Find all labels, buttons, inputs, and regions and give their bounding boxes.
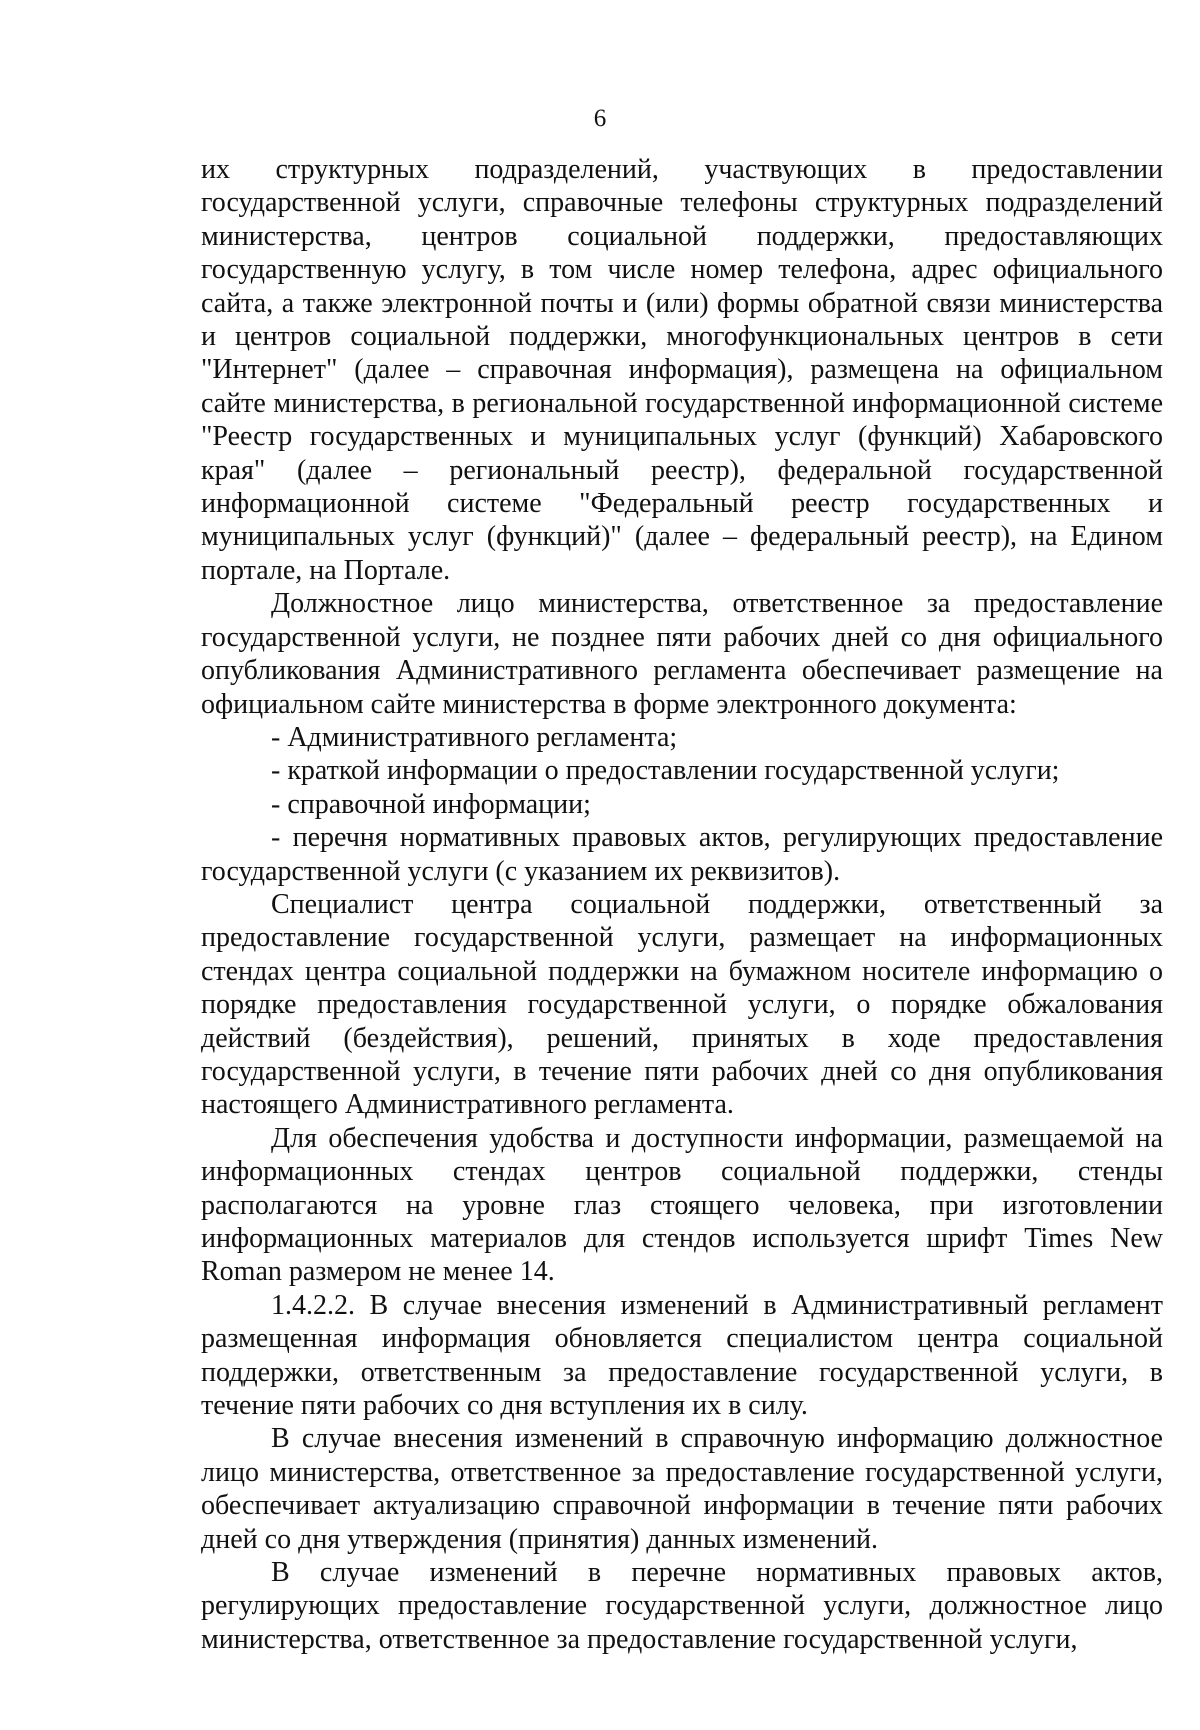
document-body <box>201 153 1163 1656</box>
paragraph-stands-accessibility: Для обеспечения удобства и доступности информации, размещаемой на информационных стендах центров социальной поддержки, стенды располагаются на уровне глаз стоящего человека, при изготовлении информационных материалов для стендов используется шрифт Times New Roman размером не менее 14. <box>201 1122 1163 1288</box>
paragraph-contact-info: их структурных подразделений, участвующих в предоставлении государственной услуги, справочные телефоны структурных подразделений министерства, центров социальной поддержки, предоставляющих государственную услугу, в том числе номер телефона, адрес официального сайта, а также электронной почты и (или) формы обратной связи министерства и центров социальной поддержки, многофункциональных центров в сети "Интернет" (далее – справочная информация), размещена на официальном сайте министерства, в региональной государственной информационной системе "Реестр государственных и муниципальных услуг (функций) Хабаровского края" (далее – региональный реестр), федеральной государственной информационной системе "Федеральный реестр государственных и муниципальных услуг (функций)" (далее – федеральный реестр), на Едином портале, на Портале. <box>201 154 1163 586</box>
list-item-reference-info: - справочной информации; <box>271 788 591 820</box>
paragraph-reference-updates: В случае внесения изменений в справочную информацию должностное лицо министерства, ответственное за предоставление государственной услуги, обеспечивает актуализацию справочной информации в течение пяти рабочих дней со дня утверждения (принятия) данных изменений. <box>201 1423 1163 1555</box>
paragraph-official-duty: Должностное лицо министерства, ответственное за предоставление государственной услуги, не позднее пяти рабочих дней со дня официального опубликования Административного регламента обеспечивает размещение на официальном сайте министерства в форме электронного документа: <box>201 588 1163 720</box>
paragraph-section-1-4-2-2: 1.4.2.2. В случае внесения изменений в Административный регламент размещенная информация обновляется специалистом центра социальной поддержки, ответственным за предоставление государственной услуги, в течение пяти рабочих со дня вступления их в силу. <box>201 1289 1163 1422</box>
list-item-brief-info: - краткой информации о предоставлении государственной услуги; <box>271 755 1060 787</box>
paragraph-specialist-stands: Специалист центра социальной поддержки, ответственный за предоставление государственной услуги, размещает на информационных стендах центра социальной поддержки на бумажном носителе информацию о порядке предоставления государственной услуги, о порядке обжалования действий (бездействия), решений, принятых в ходе предоставления государственной услуги, в течение пяти рабочих дней со дня опубликования настоящего Административного регламента. <box>201 888 1163 1121</box>
list-item-legal-acts: - перечня нормативных правовых актов, регулирующих предоставление государственной услуги (с указанием их реквизитов). <box>201 822 1163 887</box>
list-item-regulation: - Административного регламента; <box>271 721 678 753</box>
paragraph-legal-acts-changes: В случае изменений в перечне нормативных правовых актов, регулирующих предоставление государственной услуги, должностное лицо министерства, ответственное за предоставление государственной услуги, <box>201 1557 1163 1655</box>
page-number: 6 <box>593 105 607 132</box>
